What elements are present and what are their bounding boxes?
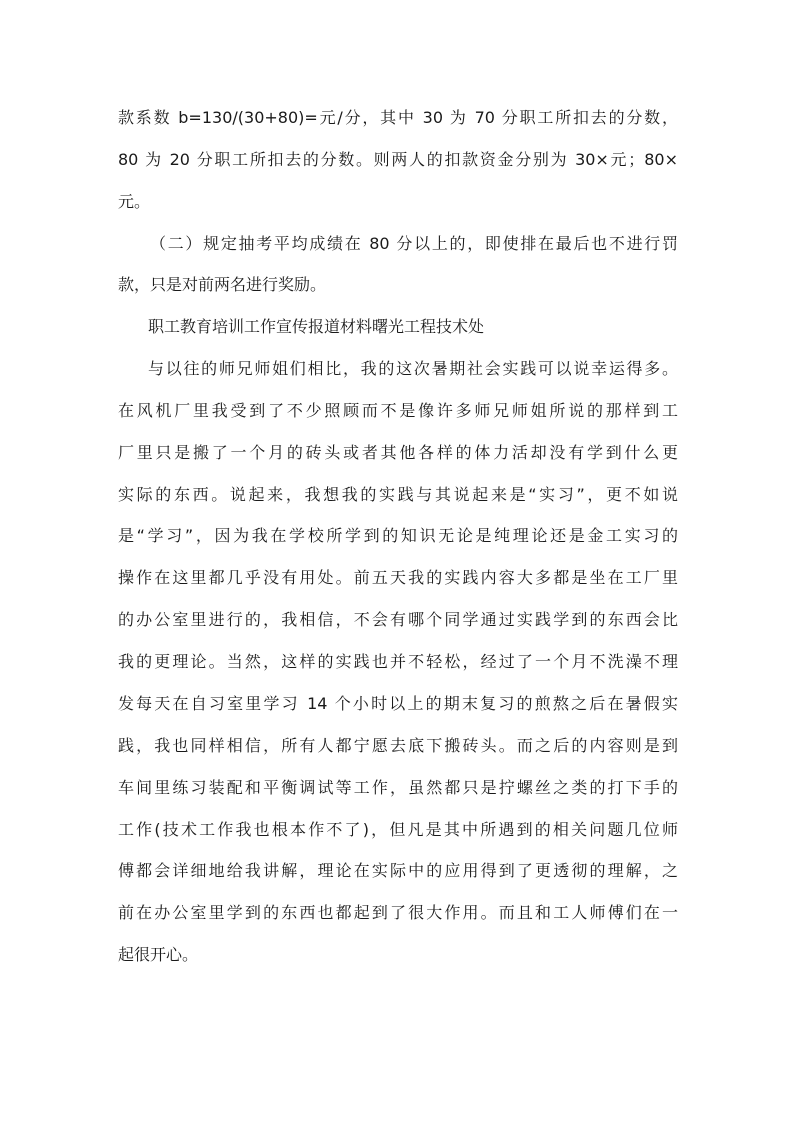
paragraph-line: 与以往的师兄师姐们相比，我的这次暑期社会实践可以说幸运得多。: [148, 359, 678, 378]
paragraph-line: 在风机厂里我受到了不少照顾而不是像许多师兄师姐所说的那样到工: [118, 401, 678, 420]
paragraph-line: 傅都会详细地给我讲解，理论在实际中的应用得到了更透彻的理解，之: [118, 861, 678, 880]
paragraph-line: 80 为 20 分职工所扣去的分数。则两人的扣款资金分别为 30×元；80×: [118, 150, 678, 169]
paragraph-line: 发每天在自习室里学习 14 个小时以上的期末复习的煎熬之后在暑假实: [118, 694, 678, 713]
paragraph-line: 操作在这里都几乎没有用处。前五天我的实践内容大多都是坐在工厂里: [118, 568, 678, 587]
paragraph-line: 款系数 b=130/(30+80)=元/分，其中 30 为 70 分职工所扣去的分数，: [118, 108, 678, 127]
paragraph-line: 工作(技术工作我也根本作不了)，但凡是其中所遇到的相关问题几位师: [118, 820, 678, 839]
paragraph-line: 厂里只是搬了一个月的砖头或者其他各样的体力活却没有学到什么更: [118, 443, 678, 462]
paragraph-line: 践，我也同样相信，所有人都宁愿去底下搬砖头。而之后的内容则是到: [118, 736, 678, 755]
section-heading: 职工教育培训工作宣传报道材料曙光工程技术处: [148, 317, 485, 336]
paragraph-line: 起很开心。: [118, 945, 199, 964]
paragraph-line: （二）规定抽考平均成绩在 80 分以上的，即使排在最后也不进行罚: [150, 234, 678, 253]
paragraph-line: 是“学习”，因为我在学校所学到的知识无论是纯理论还是金工实习的: [118, 526, 678, 545]
paragraph-line: 我的更理论。当然，这样的实践也并不轻松，经过了一个月不洗澡不理: [118, 652, 678, 671]
paragraph-line: 前在办公室里学到的东西也都起到了很大作用。而且和工人师傅们在一: [118, 903, 678, 922]
paragraph-line: 实际的东西。说起来，我想我的实践与其说起来是“实习”，更不如说: [118, 485, 678, 504]
paragraph-line: 元。: [118, 192, 151, 211]
paragraph-line: 款，只是对前两名进行奖励。: [118, 275, 327, 294]
paragraph-line: 的办公室里进行的，我相信，不会有哪个同学通过实践学到的东西会比: [118, 610, 678, 629]
paragraph-line: 车间里练习装配和平衡调试等工作，虽然都只是拧螺丝之类的打下手的: [118, 778, 678, 797]
